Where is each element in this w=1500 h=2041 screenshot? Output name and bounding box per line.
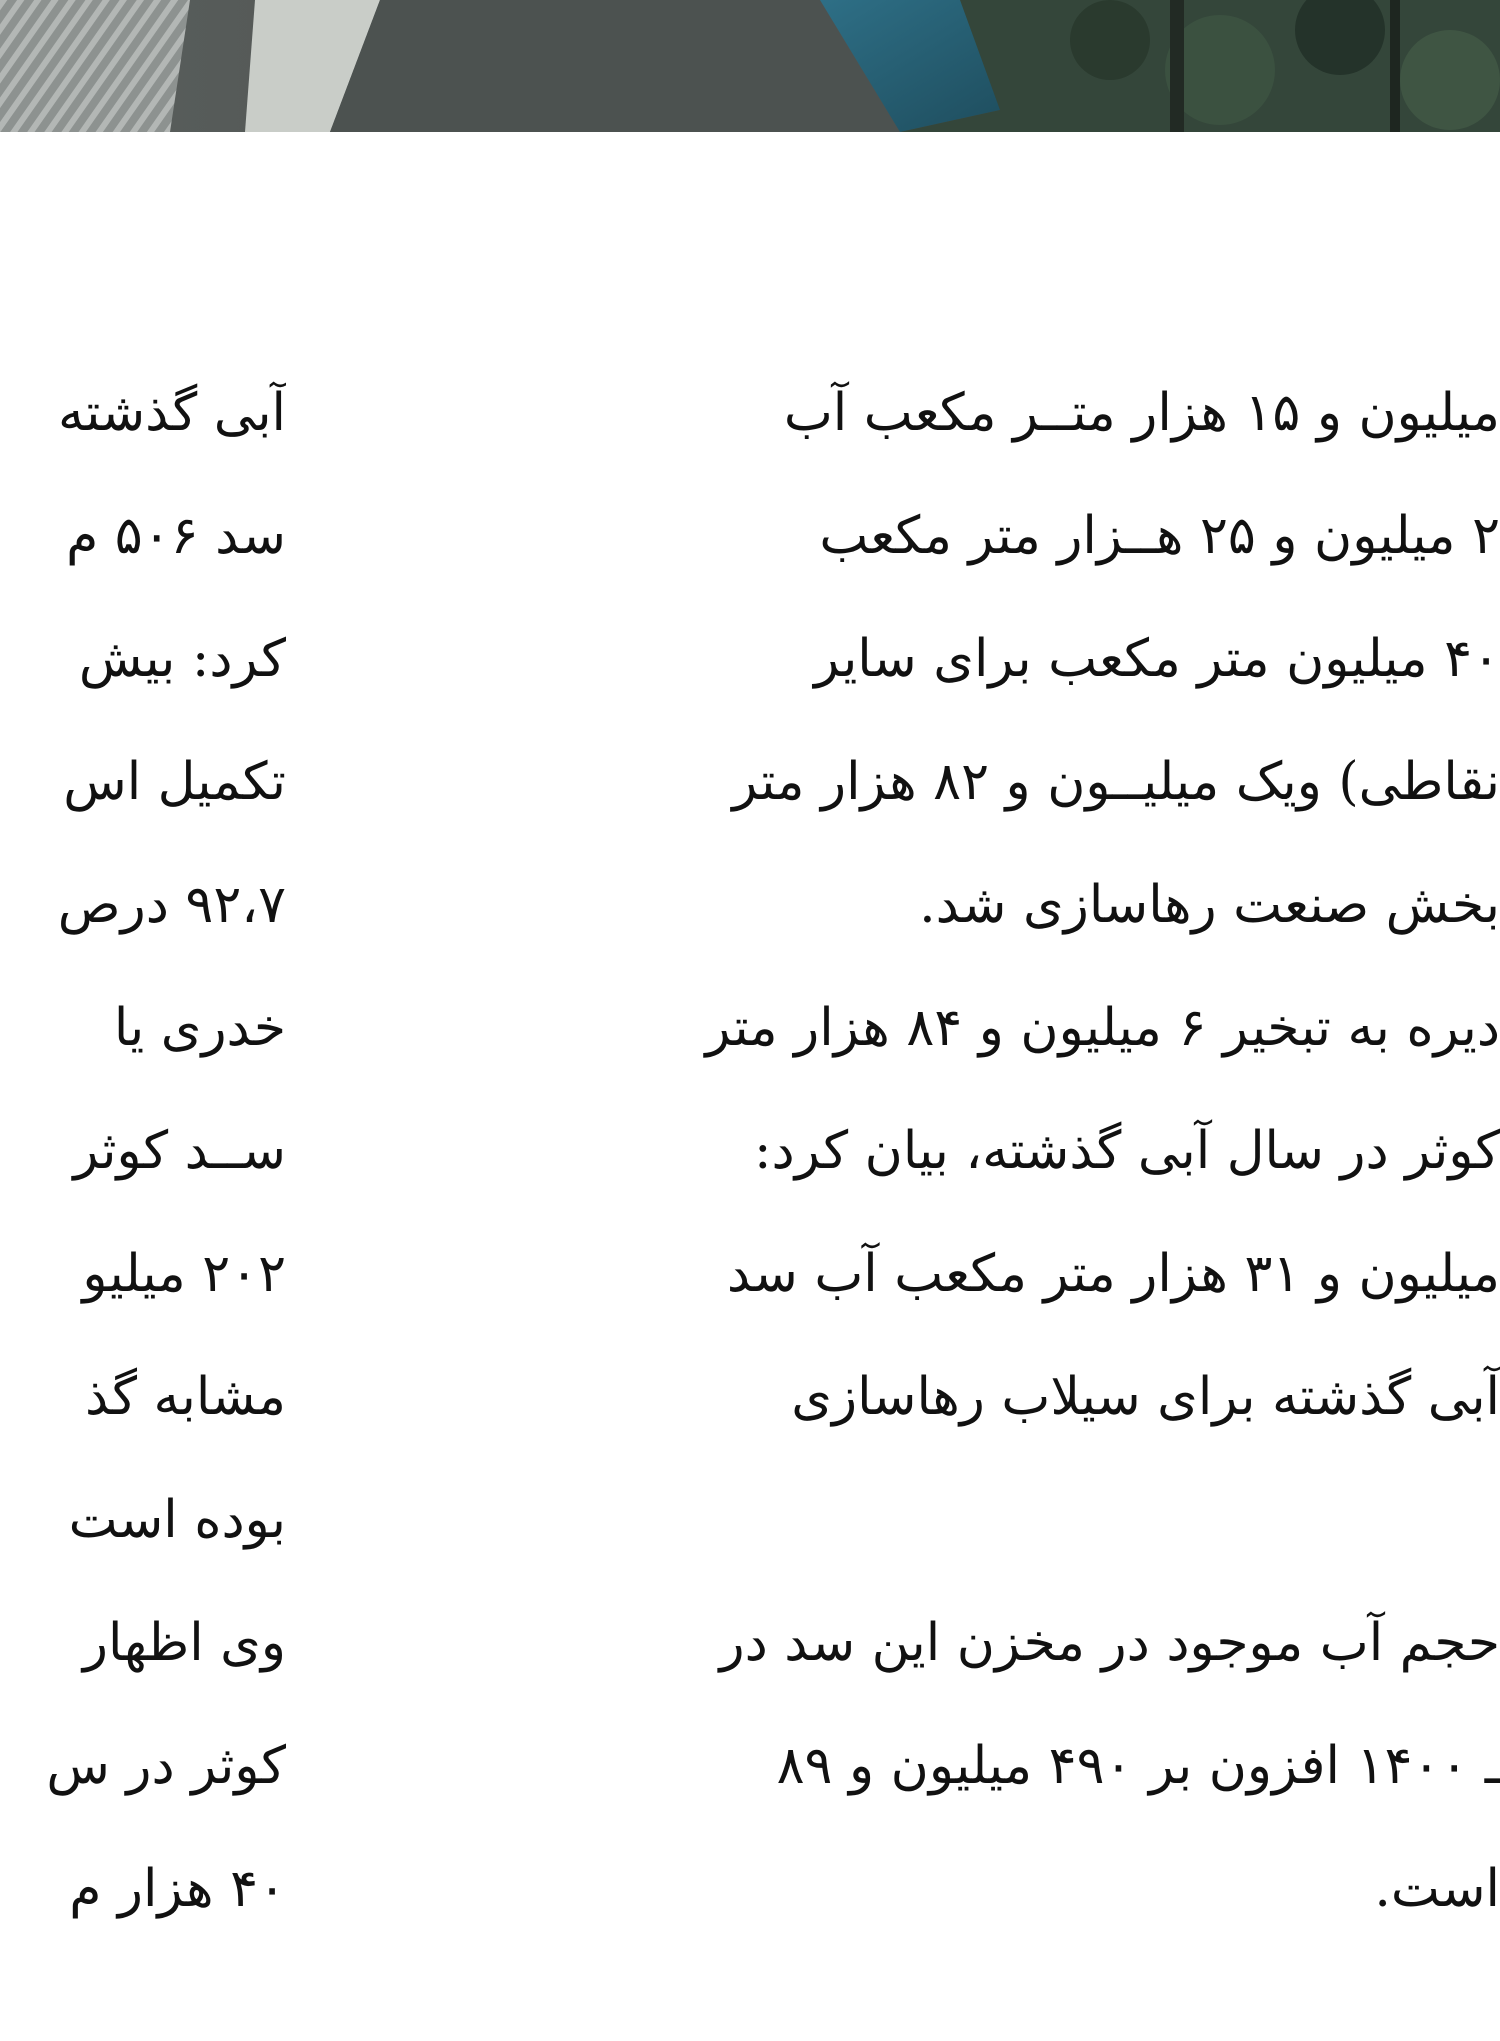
paragraph-gap <box>466 1459 1500 1582</box>
article-line: ســد کوثر <box>73 1121 286 1181</box>
article-line: کرد: بیش <box>78 629 286 689</box>
header-photo-graphic <box>0 0 1500 132</box>
article-line: دیره به تبخیر ۶ میلیون و ۸۴ هزار متر <box>705 998 1500 1058</box>
article-line: کوثر در س <box>46 1736 286 1796</box>
article-line: وی اظهار <box>82 1613 286 1673</box>
article-line: آبی گذشته <box>58 383 286 443</box>
article-line: ۲ میلیون و ۲۵ هــزار متر مکعب <box>819 506 1500 566</box>
article-line: است. <box>1374 1859 1500 1919</box>
article-line: ـ ۱۴۰۰ افزون بر ۴۹۰ میلیون و ۸۹ <box>776 1736 1500 1796</box>
article-line: بخش صنعت رهاسازی شد. <box>919 875 1500 935</box>
article-line: تکمیل اس <box>63 752 286 812</box>
article-line: ۴۰ میلیون متر مکعب برای سایر <box>814 629 1500 689</box>
article-line: سد ۵۰۶ م <box>66 506 286 566</box>
article-line: ۹۲،۷ درص <box>57 875 286 935</box>
article-line: ۴۰ هزار م <box>69 1859 286 1919</box>
article-column-left <box>0 352 286 1951</box>
article-line: میلیون و ۱۵ هزار متــر مکعب آب <box>783 383 1500 443</box>
article-line: کوثر در سال آبی گذشته، بیان کرد: <box>754 1121 1500 1181</box>
article-column-right <box>466 352 1500 1951</box>
article-line: میلیون و ۳۱ هزار متر مکعب آب سد <box>726 1244 1500 1304</box>
header-photo <box>0 0 1500 132</box>
article-line: بوده است <box>68 1490 286 1550</box>
article-line: مشابه گذ <box>84 1367 286 1427</box>
article-line: حجم آب موجود در مخزن این سد در <box>719 1613 1500 1673</box>
article-line: نقاطی) ویک میلیــون و ۸۲ هزار متر <box>732 752 1500 812</box>
article-line: ۲۰۲ میلیو <box>82 1244 286 1304</box>
article-line: خدری یا <box>113 998 286 1058</box>
article-line: آبی گذشته برای سیلاب رهاسازی <box>791 1367 1500 1427</box>
